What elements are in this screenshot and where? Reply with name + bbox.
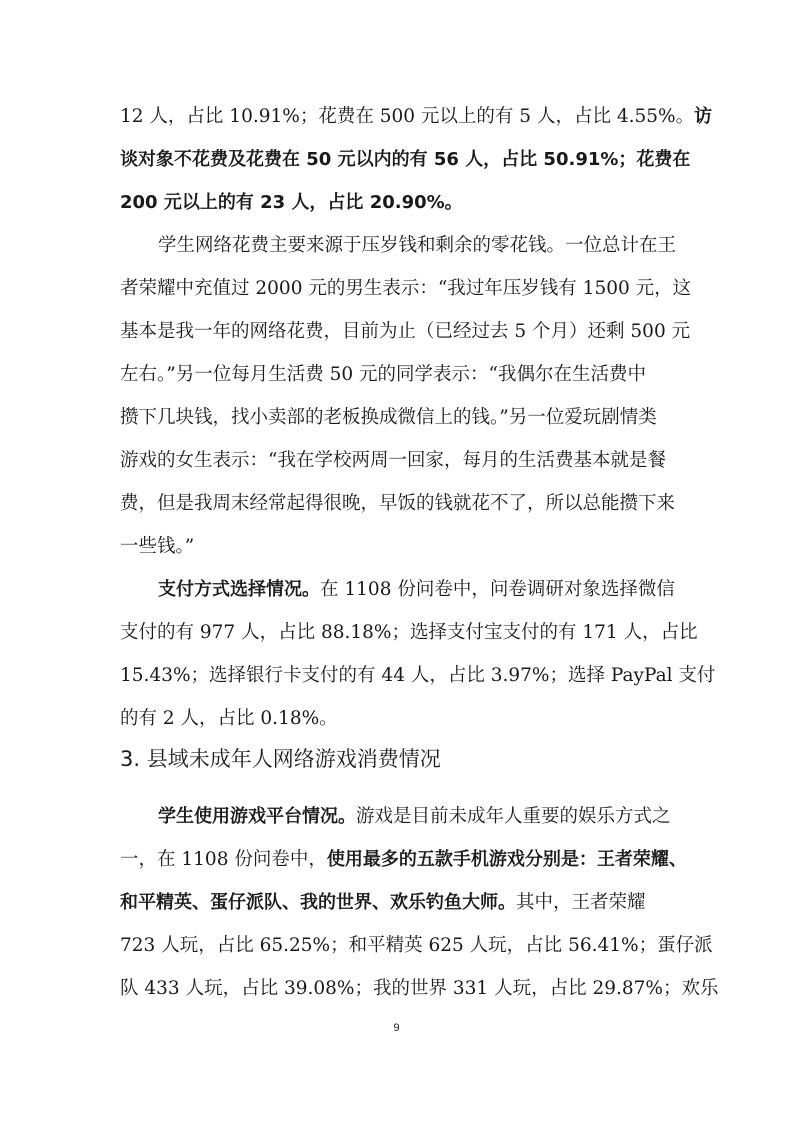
text-line: 一些钱。” (120, 536, 195, 557)
text-line: 费，但是我周末经常起得很晚，早饭的钱就花不了，所以总能攒下来 (120, 493, 676, 514)
text-line: 左右。”另一位每月生活费 50 元的同学表示：“我偶尔在生活费中 (120, 364, 646, 385)
text-run: 游戏是目前未成年人重要的娱乐方式之 (356, 806, 671, 827)
text-line (120, 890, 680, 916)
text-line (158, 804, 680, 830)
text-line (120, 847, 687, 873)
text-line: 谈对象不花费及花费在 50 元以内的有 56 人，占比 50.91%；花费在 (120, 149, 691, 170)
text-line: 基本是我一年的网络花费，目前为止（已经过去 5 个月）还剩 500 元 (120, 321, 691, 342)
text-line (158, 577, 680, 603)
bold-text-run: 和平精英、蛋仔派队、我的世界、欢乐钓鱼大师。 (120, 892, 516, 913)
text-run: 12 人，占比 10.91%；花费在 500 元以上的有 5 人，占比 4.55%。 (120, 106, 695, 127)
bold-text-run: 支付方式选择情况。 (158, 579, 320, 600)
text-line: 的有 2 人，占比 0.18%。 (120, 708, 338, 729)
text-line: 学生网络花费主要来源于压岁钱和剩余的零花钱。一位总计在王 (158, 235, 677, 256)
bold-text-run: 访 (694, 106, 713, 127)
text-line (120, 104, 713, 130)
text-line: 15.43%；选择银行卡支付的有 44 人，占比 3.97%；选择 PayPal 支付 (120, 665, 716, 686)
text-run: 一，在 1108 份问卷中， (120, 849, 327, 870)
text-line: 攒下几块钱，找小卖部的老板换成微信上的钱。”另一位爱玩剧情类 (120, 407, 657, 428)
text-line: 200 元以上的有 23 人，占比 20.90%。 (120, 192, 463, 213)
bold-text-run: 使用最多的五款手机游戏分别是：王者荣耀、 (326, 849, 687, 870)
text-run: 其中，王者荣耀 (516, 892, 646, 913)
text-line: 723 人玩，占比 65.25%；和平精英 625 人玩，占比 56.41%；蛋仔派 (120, 935, 713, 956)
text-run: 在 1108 份问卷中，问卷调研对象选择微信 (320, 579, 675, 600)
text-line: 支付的有 977 人，占比 88.18%；选择支付宝支付的有 171 人，占比 (120, 622, 698, 643)
bold-text-run: 学生使用游戏平台情况。 (158, 806, 356, 827)
text-line: 者荣耀中充值过 2000 元的男生表示：“我过年压岁钱有 1500 元，这 (120, 278, 692, 299)
page-number: 9 (393, 1022, 400, 1034)
section-heading: 3. 县域未成年人网络游戏消费情况 (120, 747, 441, 771)
text-line: 队 433 人玩，占比 39.08%；我的世界 331 人玩，占比 29.87%；欢乐 (120, 978, 719, 999)
text-line: 游戏的女生表示：“我在学校两周一回家，每月的生活费基本就是餐 (120, 450, 666, 471)
